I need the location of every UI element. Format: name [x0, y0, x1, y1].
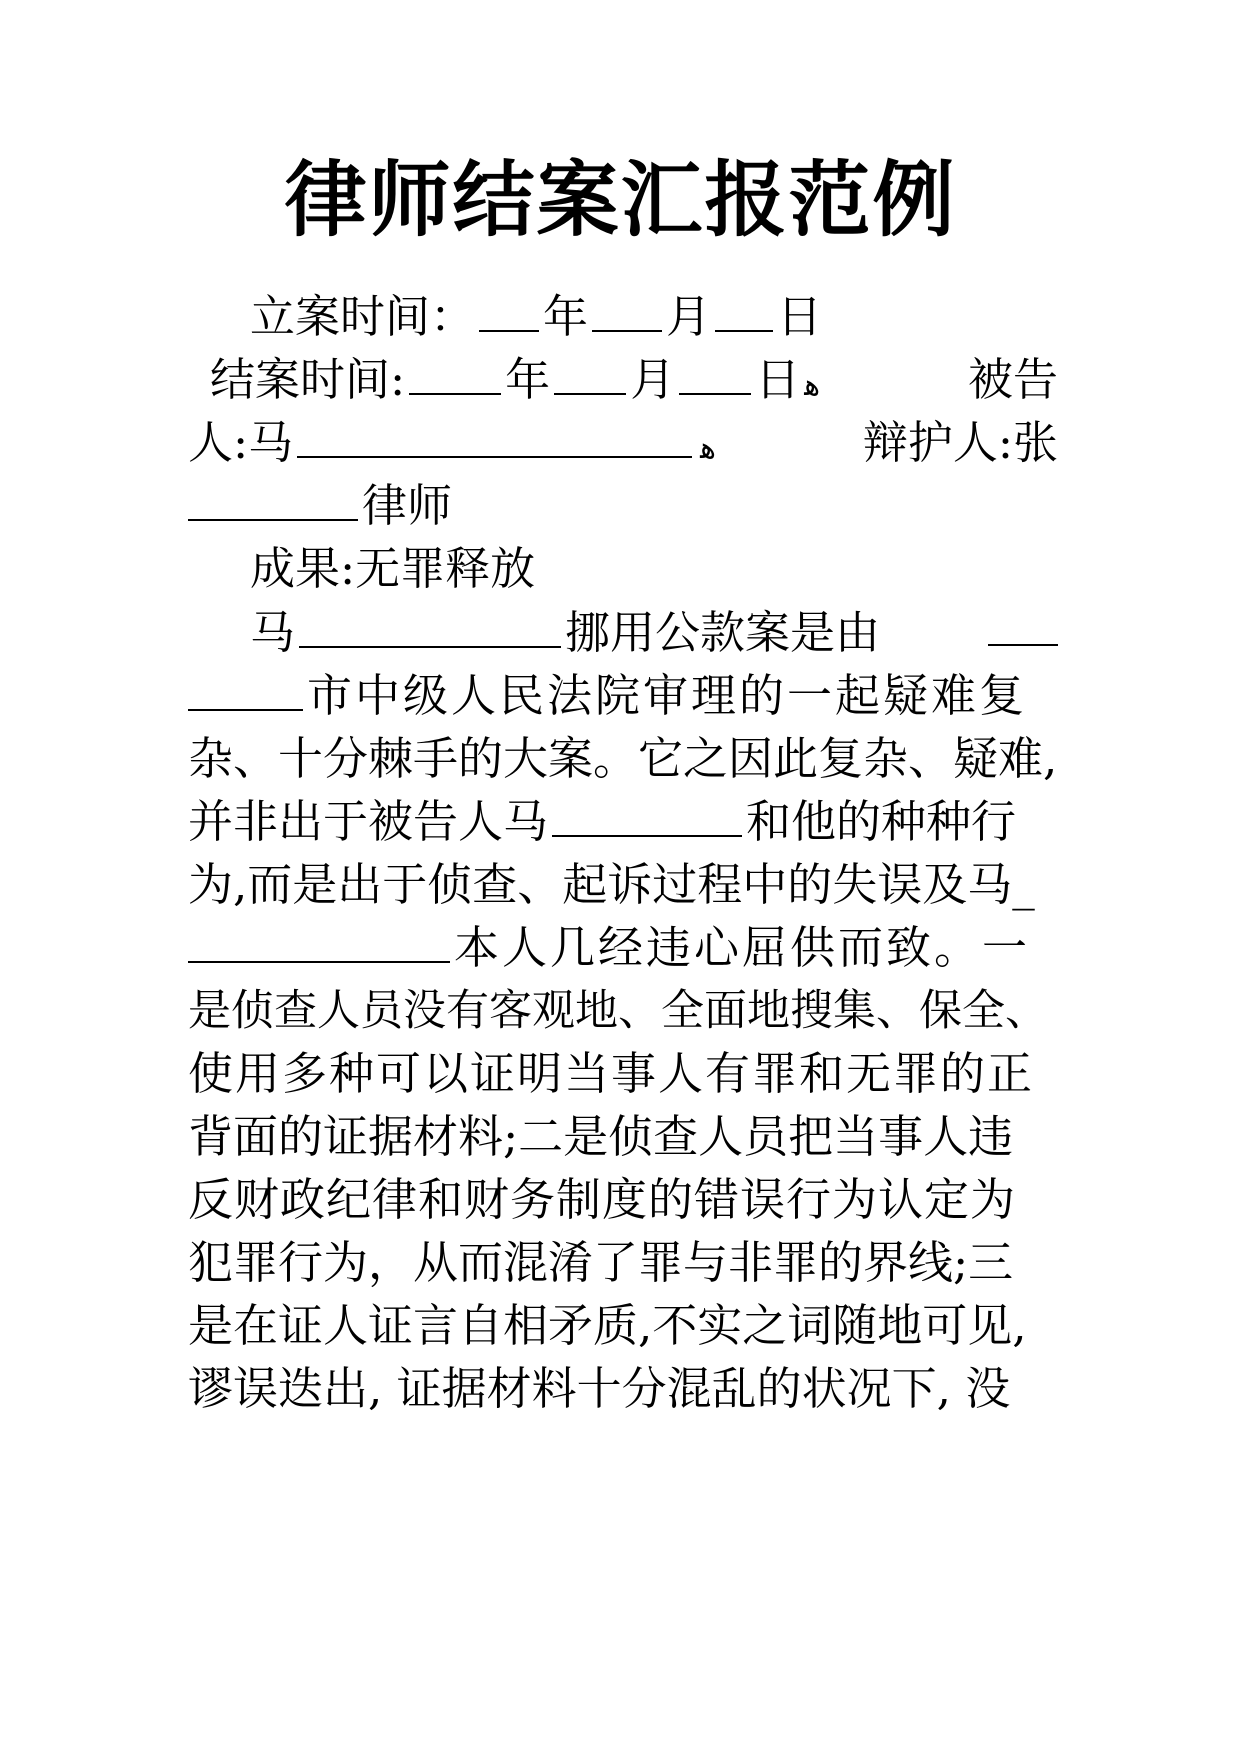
- body-line-10: [188, 1167, 1058, 1233]
- year-label: 年: [543, 290, 589, 343]
- defender-label: 辩护人:张: [862, 416, 1058, 469]
- closing-date-label: 结案时间:: [210, 353, 406, 406]
- blank-field: [554, 349, 626, 395]
- body-text: 市中级人民法院审理的一起疑难复: [307, 669, 1028, 722]
- day-label: 日: [777, 290, 823, 343]
- body-line-9: [188, 1104, 1058, 1170]
- body-line-12: [188, 1293, 1058, 1359]
- lawyer-line: [188, 473, 1058, 539]
- defendant-line: [188, 410, 1058, 476]
- body-line-6: [188, 915, 1058, 981]
- blank-field: [297, 412, 692, 458]
- blank-field: [188, 917, 450, 963]
- closing-date-line: [210, 347, 1058, 413]
- result-text: 成果:无罪释放: [250, 542, 536, 595]
- body-text: 和他的种种行: [746, 795, 1017, 848]
- day-label: 日: [755, 353, 801, 406]
- blank-field: [679, 349, 751, 395]
- body-text: 背面的证据材料;二是侦查人员把当事人违: [188, 1110, 1014, 1163]
- body-line-5: [188, 852, 1058, 918]
- month-label: 月: [630, 353, 676, 406]
- result-line: [250, 536, 1120, 602]
- blank-field: [479, 286, 539, 332]
- body-line-8: [188, 1041, 1058, 1107]
- blank-field: [552, 791, 742, 837]
- body-line-7: [188, 978, 1058, 1044]
- body-line-3: [188, 726, 1058, 792]
- filing-date-label: 立案时间：: [250, 290, 476, 343]
- blank-field: [299, 602, 561, 648]
- filing-date-line: [250, 284, 1120, 350]
- body-text: 反财政纪律和财务制度的错误行为认定为: [188, 1173, 1017, 1226]
- body-line-11: [188, 1230, 1058, 1296]
- body-line-4: [188, 789, 1058, 855]
- body-text: 为,而是出于侦查、起诉过程中的失误及马_: [188, 858, 1035, 911]
- body-text: 挪用公款案是由: [565, 606, 881, 659]
- month-label: 月: [666, 290, 712, 343]
- body-line-2: [188, 663, 1058, 729]
- body-text: 是侦查人员没有客观地、全面地搜集、保全、: [188, 986, 1048, 1036]
- blank-field: [592, 286, 662, 332]
- body-text: 使用多种可以证明当事人有罪和无罪的正: [188, 1047, 1035, 1100]
- body-text: 马: [250, 606, 296, 659]
- body-text: 杂、十分棘手的大案。它之因此复杂、疑难,: [188, 732, 1058, 785]
- document-title: 律师结案汇报范例: [284, 152, 957, 248]
- paragraph-mark: ﻫ: [700, 431, 716, 466]
- body-text: 是在证人证言自相矛质,不实之词随地可见,: [188, 1299, 1027, 1352]
- blank-field: [409, 349, 501, 395]
- paragraph-mark: ﻫ: [804, 368, 821, 403]
- year-label: 年: [505, 353, 551, 406]
- body-line-1: [250, 600, 1058, 666]
- body-line-13: [188, 1356, 1058, 1422]
- body-text: 并非出于被告人马: [188, 795, 549, 848]
- defendant-label: 被告: [967, 353, 1058, 406]
- blank-field: [715, 286, 773, 332]
- defendant-name-label: 人:马: [188, 416, 294, 469]
- blank-field: [988, 600, 1058, 646]
- blank-field: [188, 475, 358, 521]
- lawyer-label: 律师: [362, 479, 453, 532]
- body-text: 本人几经违心屈供而致。一: [454, 921, 1031, 974]
- body-text: 谬误迭出, 证据材料十分混乱的状况下, 没: [188, 1362, 1011, 1415]
- blank-field: [188, 665, 303, 711]
- body-text: 犯罪行为，从而混淆了罪与非罪的界线;三: [188, 1236, 1014, 1289]
